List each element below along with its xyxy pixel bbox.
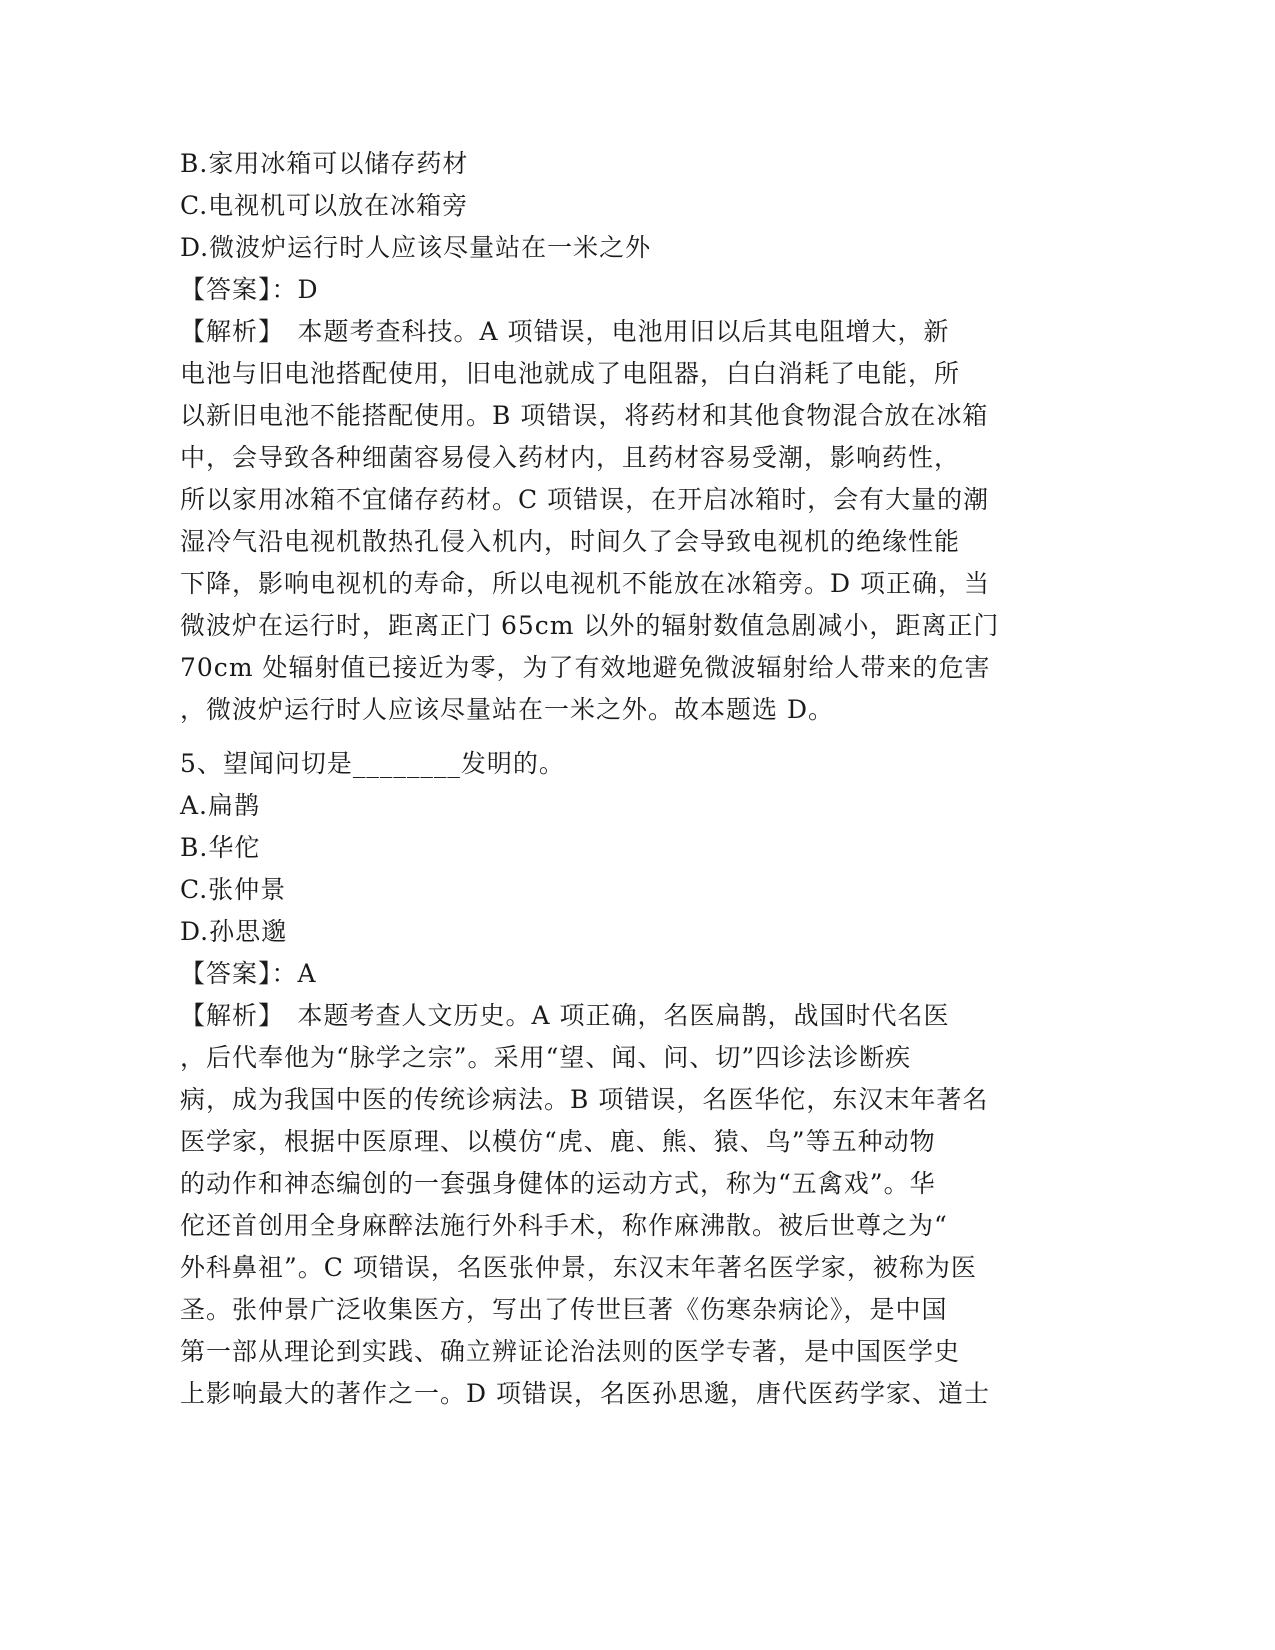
section-gap bbox=[180, 731, 1095, 743]
analysis-line: 的动作和神态编创的一套强身健体的运动方式，称为“五禽戏”。华 bbox=[180, 1169, 936, 1198]
analysis-line: 医学家，根据中医原理、以模仿“虎、鹿、熊、猿、鸟”等五种动物 bbox=[180, 1127, 936, 1156]
analysis-line: 电池与旧电池搭配使用，旧电池就成了电阻器，白白消耗了电能，所 bbox=[180, 359, 961, 388]
analysis-line: 微波炉在运行时，距离正门 65cm 以外的辐射数值急剧减小，距离正门 bbox=[180, 611, 1000, 640]
analysis-line: 圣。张仲景广泛收集医方，写出了传世巨著《伤寒杂病论》，是中国 bbox=[180, 1295, 948, 1324]
option-d: D.孙思邈 bbox=[180, 917, 288, 946]
analysis-line: 【解析】 本题考查科技。A 项错误，电池用旧以后其电阻增大，新 bbox=[180, 317, 950, 346]
document-page bbox=[180, 143, 1095, 1415]
question-5: 5、望闻问切是________发明的。 bbox=[180, 749, 565, 778]
analysis-line: 病，成为我国中医的传统诊病法。B 项错误，名医华佗，东汉末年著名 bbox=[180, 1085, 989, 1114]
analysis-line: 佗还首创用全身麻醉法施行外科手术，称作麻沸散。被后世尊之为“ bbox=[180, 1211, 948, 1240]
analysis-line: 湿冷气沿电视机散热孔侵入机内，时间久了会导致电视机的绝缘性能 bbox=[180, 527, 961, 556]
analysis-line: 外科鼻祖”。C 项错误，名医张仲景，东汉末年著名医学家，被称为医 bbox=[180, 1253, 977, 1282]
option-b: B.华佗 bbox=[180, 833, 261, 862]
analysis-line: 【解析】 本题考查人文历史。A 项正确，名医扁鹊，战国时代名医 bbox=[180, 1001, 950, 1030]
analysis-line: 第一部从理论到实践、确立辨证论治法则的医学专著，是中国医学史 bbox=[180, 1337, 961, 1366]
analysis-line: 上影响最大的著作之一。D 项错误，名医孙思邈，唐代医药学家、道士 bbox=[180, 1379, 990, 1408]
analysis-line: 以新旧电池不能搭配使用。B 项错误，将药材和其他食物混合放在冰箱 bbox=[180, 401, 989, 430]
option-d: D.微波炉运行时人应该尽量站在一米之外 bbox=[180, 233, 652, 262]
analysis-line: ，微波炉运行时人应该尽量站在一米之外。故本题选 D。 bbox=[180, 695, 834, 724]
option-c: C.电视机可以放在冰箱旁 bbox=[180, 191, 469, 220]
option-c: C.张仲景 bbox=[180, 875, 287, 904]
analysis-line: 下降，影响电视机的寿命，所以电视机不能放在冰箱旁。D 项正确，当 bbox=[180, 569, 990, 598]
analysis-line: 所以家用冰箱不宜储存药材。C 项错误，在开启冰箱时，会有大量的潮 bbox=[180, 485, 990, 514]
option-a: A.扁鹊 bbox=[180, 791, 261, 820]
answer-line: 【答案】：A bbox=[180, 959, 317, 988]
analysis-line: 中，会导致各种细菌容易侵入药材内，且药材容易受潮，影响药性， bbox=[180, 443, 961, 472]
option-b: B.家用冰箱可以储存药材 bbox=[180, 149, 469, 178]
answer-line: 【答案】：D bbox=[180, 275, 319, 304]
analysis-line: ，后代奉他为“脉学之宗”。采用“望、闻、问、切”四诊法诊断疾 bbox=[180, 1043, 912, 1072]
analysis-line: 70cm 处辐射值已接近为零，为了有效地避免微波辐射给人带来的危害 bbox=[180, 653, 991, 682]
